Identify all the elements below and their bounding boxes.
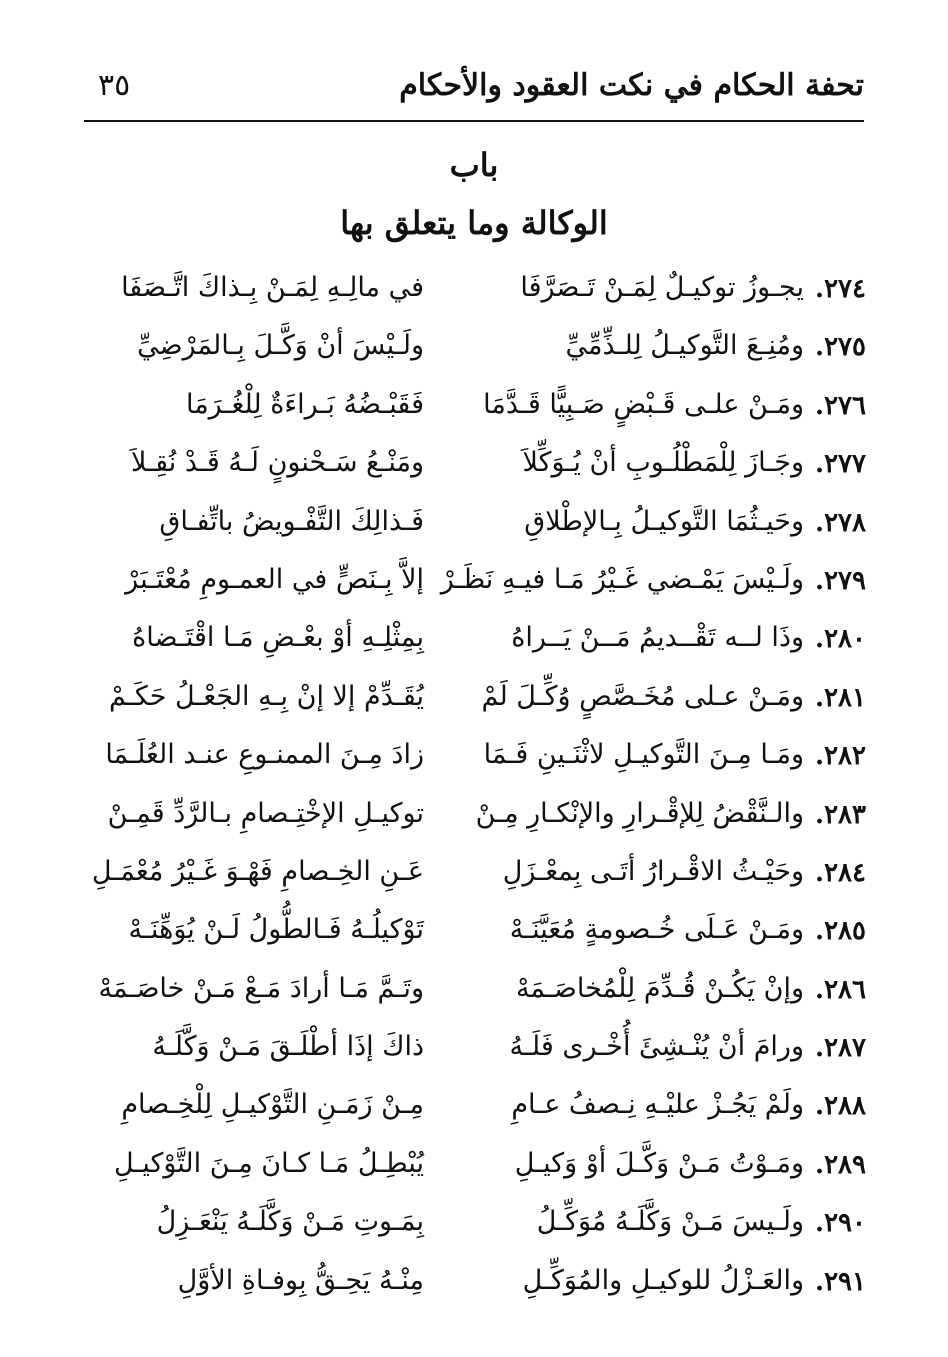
verse-row [84,502,866,560]
verse-first-hemistich: ومَـوْتُ مَـنْ وَكَّـلَ أوْ وَكيـلِ [514,1147,804,1179]
verse-second-hemistich: توكيـلِ الإخْتِـصامِ بـالرَّدِّ قَمِـنْ [107,797,424,829]
verse-second-hemistich: بِمِثْلِـهِ أوْ بعْـضِ مَـا اقْتَـضاهُ [132,622,424,654]
page-header [84,68,864,122]
verse-second-hemistich: يُقَـدِّمْ إلا إنْ بِـهِ الجَعْـلُ حَكَـمْ [108,680,424,712]
verse-first-hemistich: ورامَ أنْ يُنْـشِئَ أُخْـرى فَلَـهُ [509,1031,804,1063]
verse-row [84,677,866,735]
verse-second-hemistich: مِنْـهُ يَحِـقُّ بِوفـاةِ الأوَّلِ [177,1264,424,1296]
verse-first-hemistich: ومُنِـعَ التَّوكيـلُ لِلـذِّمِّيِّ [565,330,804,362]
verse-number: ٢٨٨. [815,1091,866,1122]
verse-row [84,794,866,852]
verse-second-hemistich: إلاَّ بِـنَصٍّ في العمـومِ مُعْتَـبَرْ [125,563,424,595]
verse-number: ٢٧٤. [815,274,866,304]
verse-first-hemistich: وذَا لــه تَقْــديمُ مَــنْ يَــراهُ [511,622,804,654]
verse-second-hemistich: فَـذالِكَ التَّفْـويضُ باتِّفـاقِ [159,505,424,537]
verse-first-hemistich: وحَيْـثُ الاقْـرارُ أتَـى بِمعْـزَلِ [502,855,804,887]
verse-row [84,443,866,501]
verse-second-hemistich: عَـنِ الخِـصامِ فَهْـوَ غَـيْرُ مُعْمَـلِ [91,855,424,887]
verse-row [84,1144,866,1202]
verse-row [84,1202,866,1260]
verse-second-hemistich: فَقَبْـضُهُ بَـراءَةٌ لِلْغُـرَمَا [185,388,424,420]
chapter-title: الوكالة وما يتعلق بها [340,204,608,242]
verse-second-hemistich: تَوْكيلُـهُ فَـالطُّولُ لَـنْ يُوَهِّنَـهْ [128,914,424,946]
verse-number: ٢٧٧. [815,449,866,480]
verse-second-hemistich: مِـنْ زَمَـنِ التَّوْكيـلِ لِلْخِـصامِ [121,1089,424,1121]
verse-number: ٢٧٦. [815,390,866,421]
verse-number: ٢٨٣. [815,799,866,830]
verse-first-hemistich: ومَـنْ علـى قَـبْضٍ صَـبِيًّا قَـدَّمَا [483,388,804,420]
verse-second-hemistich: يُبْطِـلُ مَـا كـانَ مِـنَ التَّوْكيـلِ [113,1147,424,1179]
verse-second-hemistich: ذاكَ إذَا أطْلَـقَ مَـنْ وَكَّلَـهُ [152,1031,424,1063]
verse-second-hemistich: ولَـيْسَ أنْ وَكَّـلَ بِـالمَرْضِيِّ [137,330,424,362]
verse-row [84,969,866,1027]
verse-number: ٢٩١. [815,1266,866,1297]
verse-row [84,735,866,793]
verse-number: ٢٧٩. [815,565,866,596]
verse-row [84,910,866,968]
verse-second-hemistich: وتَـمَّ مَـا أرادَ مَـعْ مَـنْ خاصَـمَهْ [98,972,424,1004]
verse-second-hemistich: بِمَـوتِ مَـنْ وَكَّلَـهُ يَنْعَـزِلُ [156,1206,424,1238]
verse-first-hemistich: وجَـازَ لِلْمَطْلُـوبِ أنْ يُـوَكِّلاَ [522,447,804,479]
running-title: تحفة الحكام في نكت العقود والأحكام [399,68,864,103]
verse-first-hemistich: ومَـنْ عـلى مُخَـصَّصٍ وُكِّـلَ لَمْ [481,680,804,712]
verse-first-hemistich: ولَـيْسَ يَمْـضي غَـيْرُ مَـا فيـهِ نَظَـرْ [440,563,804,595]
verse-number: ٢٨٠. [815,624,866,655]
verse-number: ٢٨٩. [815,1149,866,1180]
verse-row [84,1085,866,1143]
verse-row [84,1027,866,1085]
verse-second-hemistich: زادَ مِـنَ الممنـوعِ عنـد العُلَـمَا [105,739,424,771]
verse-first-hemistich: يجـوزُ توكيـلٌ لِمَـنْ تَـصَرَّفَا [520,272,804,303]
verse-row [84,618,866,676]
verse-number: ٢٩٠. [815,1208,866,1239]
section-label: باب [449,146,499,184]
verse-row [84,560,866,618]
verse-number: ٢٨٦. [815,974,866,1005]
verse-first-hemistich: والعَـزْلُ للوكيـلِ والمُوَكِّـلِ [522,1264,804,1296]
verse-number: ٢٨١. [815,682,866,713]
verse-number: ٢٧٥. [815,332,866,363]
verse-first-hemistich: وحَيـثُمَا التَّوكيـلُ بِـالإطْلاقِ [524,505,804,537]
verse-number: ٢٨٥. [815,916,866,947]
verse-number: ٢٨٧. [815,1033,866,1064]
verse-first-hemistich: ومَـا مِـنَ التَّوكيـلِ لاثْنَـينِ فَـمَا [483,739,804,771]
page-number: ٣٥ [98,68,131,103]
verse-row [84,385,866,443]
verse-first-hemistich: ومَـنْ عَـلَى خُـصومةٍ مُعَيَّنَـهْ [509,914,804,946]
verse-first-hemistich: ولَـيسَ مَـنْ وَكَّلَـهُ مُوَكِّـلُ [536,1206,804,1238]
verse-row [84,852,866,910]
verse-first-hemistich: والـنَّقْضُ لِلإقْـرارِ والإنْكـارِ مِـنْ [475,797,804,829]
verse-first-hemistich: ولَمْ يَجُـزْ عليْـهِ نِـصفُ عـامِ [511,1089,804,1121]
verse-second-hemistich: ومَنْـعُ سَـحْنونٍ لَـهُ قَـدْ نُقِـلاَ [131,447,424,479]
verse-first-hemistich: وإنْ يَكُـنْ قُـدِّمَ لِلْمُخاصَـمَهْ [515,972,804,1004]
verse-row [84,326,866,384]
verse-number: ٢٧٨. [815,507,866,538]
verse-row [84,268,866,326]
verse-row [84,1261,866,1319]
verse-number: ٢٨٢. [815,741,866,772]
verse-number: ٢٨٤. [815,857,866,888]
verse-list [84,268,866,1319]
verse-second-hemistich: في مالِـهِ لِمَـنْ بِـذاكَ اتَّـصَفَا [121,272,424,303]
